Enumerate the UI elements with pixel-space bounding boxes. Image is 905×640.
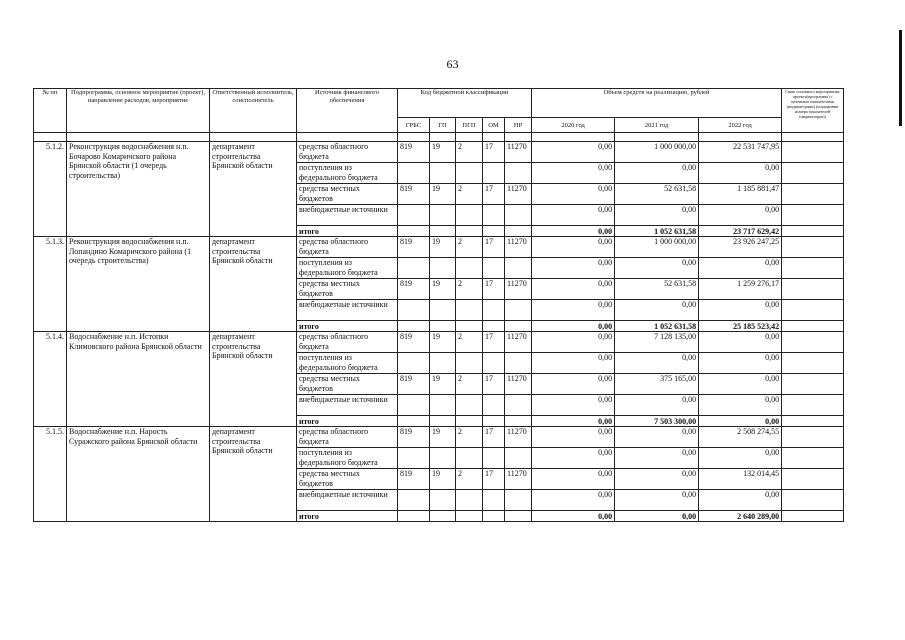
- code-np: 11270: [505, 142, 532, 163]
- indicator-link-cell: [782, 321, 844, 332]
- amount-2022: 0,00: [699, 395, 782, 416]
- funding-source: внебюджетные источники: [297, 395, 398, 416]
- code-pgp: 2: [456, 184, 483, 205]
- total-code-empty: [505, 511, 532, 522]
- code-grbs: [398, 490, 430, 511]
- amount-2020: 0,00: [532, 353, 615, 374]
- code-np: 11270: [505, 374, 532, 395]
- total-code-empty: [398, 416, 430, 427]
- funding-source: средства областного бюджета: [297, 427, 398, 448]
- code-np: [505, 490, 532, 511]
- header-gp: ГП: [430, 118, 456, 133]
- section-number: 5.1.4.: [34, 332, 67, 427]
- table-row: [34, 237, 844, 258]
- funding-source: средства местных бюджетов: [297, 184, 398, 205]
- funding-source: средства местных бюджетов: [297, 469, 398, 490]
- code-np: 11270: [505, 469, 532, 490]
- total-code-empty: [505, 226, 532, 237]
- amount-2022: 0,00: [699, 163, 782, 184]
- code-om: [483, 448, 505, 469]
- header-pgp: ПГП: [456, 118, 483, 133]
- amount-2022: 22 531 747,95: [699, 142, 782, 163]
- amount-2022: 1 185 881,47: [699, 184, 782, 205]
- code-om: [483, 353, 505, 374]
- amount-2022: 0,00: [699, 353, 782, 374]
- header-responsible: Ответственный исполнитель, соисполнитель: [210, 89, 297, 133]
- code-np: 11270: [505, 332, 532, 353]
- total-label: итого: [297, 226, 398, 237]
- code-grbs: [398, 395, 430, 416]
- funding-source: средства областного бюджета: [297, 237, 398, 258]
- code-gp: [430, 300, 456, 321]
- table-row: [34, 332, 844, 353]
- code-om: [483, 395, 505, 416]
- code-np: [505, 163, 532, 184]
- total-code-empty: [430, 416, 456, 427]
- section-title: Водоснабжение н.п. Нарость Суражского района Брянской области: [67, 427, 210, 522]
- total-code-empty: [398, 511, 430, 522]
- header-budget-code: Код бюджетной классификации: [398, 89, 532, 118]
- total-2021: 1 052 631,58: [615, 226, 699, 237]
- indicator-link-cell: [782, 237, 844, 258]
- code-pgp: [456, 163, 483, 184]
- code-np: [505, 395, 532, 416]
- total-code-empty: [483, 416, 505, 427]
- amount-2020: 0,00: [532, 163, 615, 184]
- total-code-empty: [483, 511, 505, 522]
- page-number: 63: [446, 57, 459, 71]
- amount-2021: 0,00: [615, 353, 699, 374]
- indicator-link-cell: [782, 395, 844, 416]
- code-np: [505, 205, 532, 226]
- amount-2020: 0,00: [532, 374, 615, 395]
- total-code-empty: [505, 321, 532, 332]
- indicator-link-cell: [782, 226, 844, 237]
- code-grbs: [398, 353, 430, 374]
- code-grbs: [398, 258, 430, 279]
- funding-source: внебюджетные источники: [297, 490, 398, 511]
- funding-source: средства местных бюджетов: [297, 279, 398, 300]
- total-2020: 0,00: [532, 416, 615, 427]
- code-pgp: [456, 300, 483, 321]
- amount-2021: 0,00: [615, 469, 699, 490]
- header-link: Связь основного мероприятия, проекта(программы) с целевыми показателями (индикаторами) (порядковые номера показателей (индикаторов)): [782, 89, 844, 133]
- code-grbs: 819: [398, 427, 430, 448]
- indicator-link-cell: [782, 142, 844, 163]
- funding-source: поступления из федерального бюджета: [297, 163, 398, 184]
- indicator-link-cell: [782, 184, 844, 205]
- code-pgp: 2: [456, 279, 483, 300]
- code-gp: [430, 353, 456, 374]
- code-om: [483, 258, 505, 279]
- total-code-empty: [456, 511, 483, 522]
- total-code-empty: [456, 416, 483, 427]
- total-2020: 0,00: [532, 226, 615, 237]
- code-om: 17: [483, 184, 505, 205]
- total-code-empty: [430, 226, 456, 237]
- amount-2021: 52 631,58: [615, 184, 699, 205]
- code-grbs: [398, 300, 430, 321]
- scan-edge-mark: [899, 30, 902, 126]
- code-pgp: 2: [456, 374, 483, 395]
- amount-2020: 0,00: [532, 300, 615, 321]
- amount-2022: 0,00: [699, 205, 782, 226]
- total-code-empty: [430, 321, 456, 332]
- header-num: № пп: [34, 89, 67, 133]
- amount-2020: 0,00: [532, 184, 615, 205]
- section-number: 5.1.2.: [34, 142, 67, 237]
- amount-2021: 0,00: [615, 427, 699, 448]
- code-np: 11270: [505, 184, 532, 205]
- total-code-empty: [483, 321, 505, 332]
- indicator-link-cell: [782, 469, 844, 490]
- amount-2021: 0,00: [615, 300, 699, 321]
- code-gp: 19: [430, 184, 456, 205]
- code-np: [505, 448, 532, 469]
- total-code-empty: [398, 321, 430, 332]
- code-om: 17: [483, 427, 505, 448]
- total-code-empty: [398, 226, 430, 237]
- funding-source: поступления из федерального бюджета: [297, 258, 398, 279]
- header-program: Подпрограмма, основное мероприятие (проект), направление расходов, мероприятие: [67, 89, 210, 133]
- section-responsible: департамент строительства Брянской области: [210, 332, 297, 427]
- total-2022: 23 717 629,42: [699, 226, 782, 237]
- amount-2020: 0,00: [532, 142, 615, 163]
- amount-2021: 0,00: [615, 205, 699, 226]
- code-grbs: [398, 163, 430, 184]
- code-gp: 19: [430, 427, 456, 448]
- amount-2021: 0,00: [615, 490, 699, 511]
- code-grbs: 819: [398, 142, 430, 163]
- code-om: [483, 163, 505, 184]
- code-pgp: 2: [456, 142, 483, 163]
- code-np: 11270: [505, 237, 532, 258]
- section-title: Реконструкция водоснабжения н.п. Лопандино Комаричского района (1 очередь строительства): [67, 237, 210, 332]
- section-number: 5.1.5.: [34, 427, 67, 522]
- indicator-link-cell: [782, 258, 844, 279]
- code-gp: [430, 448, 456, 469]
- budget-table: [33, 88, 844, 522]
- header-2020: 2020 год: [532, 118, 615, 133]
- amount-2021: 1 000 000,00: [615, 142, 699, 163]
- total-label: итого: [297, 511, 398, 522]
- code-gp: 19: [430, 279, 456, 300]
- indicator-link-cell: [782, 353, 844, 374]
- header-grbs: ГРБС: [398, 118, 430, 133]
- code-np: [505, 300, 532, 321]
- code-om: 17: [483, 279, 505, 300]
- code-pgp: 2: [456, 237, 483, 258]
- section-responsible: департамент строительства Брянской области: [210, 427, 297, 522]
- indicator-link-cell: [782, 374, 844, 395]
- section-title: Реконструкция водоснабжения н.п. Бочарово Комаричского района Брянской области (1 очередь строительства): [67, 142, 210, 237]
- total-2021: 7 503 300,00: [615, 416, 699, 427]
- header-om: ОМ: [483, 118, 505, 133]
- code-gp: 19: [430, 237, 456, 258]
- amount-2020: 0,00: [532, 395, 615, 416]
- total-code-empty: [430, 511, 456, 522]
- amount-2022: 132 014,45: [699, 469, 782, 490]
- amount-2022: 0,00: [699, 448, 782, 469]
- amount-2020: 0,00: [532, 205, 615, 226]
- code-pgp: 2: [456, 469, 483, 490]
- amount-2020: 0,00: [532, 448, 615, 469]
- amount-2022: 0,00: [699, 490, 782, 511]
- indicator-link-cell: [782, 279, 844, 300]
- indicator-link-cell: [782, 511, 844, 522]
- code-pgp: [456, 448, 483, 469]
- amount-2021: 52 631,58: [615, 279, 699, 300]
- amount-2020: 0,00: [532, 490, 615, 511]
- code-pgp: [456, 490, 483, 511]
- code-om: [483, 490, 505, 511]
- code-gp: [430, 163, 456, 184]
- amount-2021: 0,00: [615, 163, 699, 184]
- amount-2020: 0,00: [532, 279, 615, 300]
- amount-2021: 1 000 000,00: [615, 237, 699, 258]
- code-grbs: [398, 205, 430, 226]
- code-gp: 19: [430, 469, 456, 490]
- section-title: Водоснабжение н.п. Истопки Климовского района Брянской области: [67, 332, 210, 427]
- total-code-empty: [483, 226, 505, 237]
- total-2022: 2 640 289,00: [699, 511, 782, 522]
- funding-source: внебюджетные источники: [297, 300, 398, 321]
- header-2022: 2022 год: [699, 118, 782, 133]
- code-grbs: 819: [398, 184, 430, 205]
- header-2021: 2021 год: [615, 118, 699, 133]
- amount-2021: 0,00: [615, 258, 699, 279]
- code-grbs: 819: [398, 237, 430, 258]
- code-gp: [430, 205, 456, 226]
- code-om: [483, 205, 505, 226]
- header-source: Источник финансового обеспечения: [297, 89, 398, 133]
- amount-2020: 0,00: [532, 237, 615, 258]
- code-gp: [430, 490, 456, 511]
- code-pgp: [456, 258, 483, 279]
- amount-2021: 0,00: [615, 448, 699, 469]
- total-label: итого: [297, 416, 398, 427]
- amount-2021: 7 128 135,00: [615, 332, 699, 353]
- amount-2022: 0,00: [699, 332, 782, 353]
- amount-2022: 23 926 247,25: [699, 237, 782, 258]
- code-om: [483, 300, 505, 321]
- code-gp: 19: [430, 374, 456, 395]
- code-om: 17: [483, 332, 505, 353]
- total-code-empty: [505, 416, 532, 427]
- indicator-link-cell: [782, 448, 844, 469]
- total-2021: 1 052 631,58: [615, 321, 699, 332]
- code-om: 17: [483, 237, 505, 258]
- table-row: [34, 142, 844, 163]
- total-2022: 25 185 523,42: [699, 321, 782, 332]
- amount-2021: 375 165,00: [615, 374, 699, 395]
- code-om: 17: [483, 469, 505, 490]
- code-np: 11270: [505, 427, 532, 448]
- indicator-link-cell: [782, 163, 844, 184]
- code-pgp: 2: [456, 427, 483, 448]
- total-2020: 0,00: [532, 511, 615, 522]
- code-pgp: [456, 353, 483, 374]
- section-number: 5.1.3.: [34, 237, 67, 332]
- table-row: [34, 427, 844, 448]
- funding-source: поступления из федерального бюджета: [297, 353, 398, 374]
- code-gp: [430, 258, 456, 279]
- section-responsible: департамент строительства Брянской области: [210, 237, 297, 332]
- code-grbs: 819: [398, 469, 430, 490]
- total-2021: 0,00: [615, 511, 699, 522]
- code-np: [505, 258, 532, 279]
- code-np: 11270: [505, 279, 532, 300]
- total-code-empty: [456, 321, 483, 332]
- code-grbs: 819: [398, 374, 430, 395]
- code-gp: 19: [430, 142, 456, 163]
- indicator-link-cell: [782, 490, 844, 511]
- indicator-link-cell: [782, 332, 844, 353]
- funding-source: средства областного бюджета: [297, 142, 398, 163]
- funding-source: поступления из федерального бюджета: [297, 448, 398, 469]
- code-pgp: 2: [456, 332, 483, 353]
- funding-source: средства областного бюджета: [297, 332, 398, 353]
- code-pgp: [456, 395, 483, 416]
- amount-2020: 0,00: [532, 258, 615, 279]
- code-gp: 19: [430, 332, 456, 353]
- amount-2020: 0,00: [532, 332, 615, 353]
- code-gp: [430, 395, 456, 416]
- section-responsible: департамент строительства Брянской области: [210, 142, 297, 237]
- funding-source: средства местных бюджетов: [297, 374, 398, 395]
- code-om: 17: [483, 142, 505, 163]
- code-grbs: 819: [398, 279, 430, 300]
- amount-2021: 0,00: [615, 395, 699, 416]
- total-2020: 0,00: [532, 321, 615, 332]
- table-body: [34, 142, 844, 522]
- code-grbs: [398, 448, 430, 469]
- amount-2022: 2 508 274,55: [699, 427, 782, 448]
- total-label: итого: [297, 321, 398, 332]
- total-code-empty: [456, 226, 483, 237]
- funding-source: внебюджетные источники: [297, 205, 398, 226]
- header-spacer-row: [34, 133, 844, 142]
- code-grbs: 819: [398, 332, 430, 353]
- code-pgp: [456, 205, 483, 226]
- header-np: НР: [505, 118, 532, 133]
- amount-2022: 0,00: [699, 258, 782, 279]
- indicator-link-cell: [782, 300, 844, 321]
- amount-2022: 0,00: [699, 374, 782, 395]
- total-2022: 0,00: [699, 416, 782, 427]
- amount-2022: 1 259 276,17: [699, 279, 782, 300]
- indicator-link-cell: [782, 427, 844, 448]
- header-volume: Объем средств на реализацию, рублей: [532, 89, 782, 118]
- amount-2020: 0,00: [532, 469, 615, 490]
- code-np: [505, 353, 532, 374]
- amount-2022: 0,00: [699, 300, 782, 321]
- amount-2020: 0,00: [532, 427, 615, 448]
- code-om: 17: [483, 374, 505, 395]
- indicator-link-cell: [782, 205, 844, 226]
- indicator-link-cell: [782, 416, 844, 427]
